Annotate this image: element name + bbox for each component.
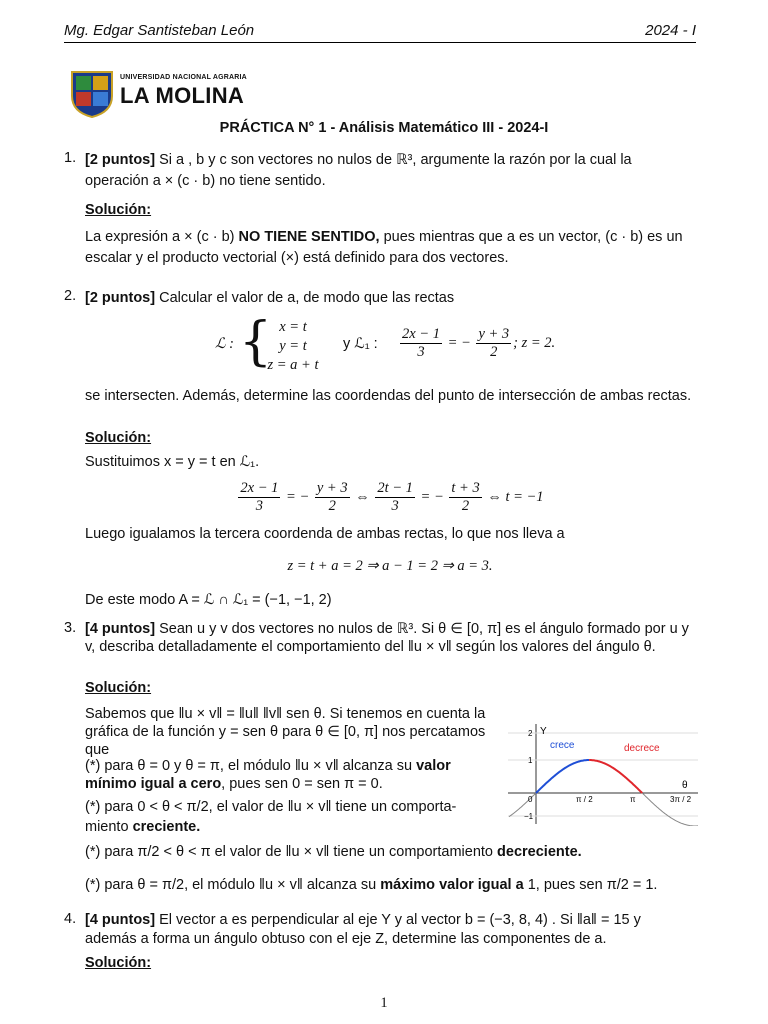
q1-solution-label: Solución: <box>85 202 152 218</box>
tick-y-1: 1 <box>528 756 533 765</box>
university-logo <box>70 70 260 118</box>
author: Mg. Edgar Santisteban León <box>64 22 255 39</box>
page-title: PRÁCTICA N° 1 - Análisis Matemático III - 2024-I <box>219 120 549 136</box>
y-axis-label: Y <box>540 726 547 737</box>
q4-statement: [4 puntos] El vector a es perpendicular al eje Y y al vector b = (−3, 8, 4) . Si ‖a‖ = 15 y además a forma un ángulo obtuso con el eje Z, determine las componentes de a. <box>85 912 641 947</box>
q2-statement-cont: se intersecten. Además, determine las coordendas del punto de intersección de ambas rectas. <box>85 388 692 404</box>
q2-lines: ℒ : { x = t y = t z = a + t y ℒ₁ : $\frac{2x - 1}{3}$ = − $\frac{y + 3}{2}$ ; z = 2. <box>215 312 556 373</box>
q2-sol-step4: De este modo A = ℒ ∩ ℒ₁ = (−1, −1, 2) <box>85 592 332 608</box>
sine-curve-decreasing <box>589 760 642 793</box>
q2-number: 2. <box>64 288 77 304</box>
theta-axis-label: θ <box>682 780 688 791</box>
sine-graph <box>508 720 698 826</box>
tick-y-0: 2 <box>528 729 533 738</box>
university-name: UNIVERSIDAD NACIONAL AGRARIA <box>120 74 247 81</box>
q2-sol-step1: Sustituimos x = y = t en ℒ₁. <box>85 454 260 470</box>
q1-number: 1. <box>64 150 77 166</box>
q3-number: 3. <box>64 620 77 636</box>
q3-sol-p5: (*) para θ = π/2, el módulo ‖u × v‖ alcanza su máximo valor igual a 1, pues sen π/2 = 1. <box>85 877 658 893</box>
shield-icon <box>70 70 114 118</box>
q1-statement: [2 puntos] Si a , b y c son vectores no nulos de ℝ³, argumente la razón por la cual la operación a × (c · b) no tiene sentido. <box>85 152 632 189</box>
q3-sol-p4: (*) para π/2 < θ < π el valor de ‖u × v‖ tiene un comportamiento decreciente. <box>85 844 582 860</box>
tick-x-1: π / 2 <box>576 795 593 804</box>
q3-statement: [4 puntos] Sean u y v dos vectores no nulos de ℝ³. Si θ ∈ [0, π] es el ángulo formado por u y v, describa detalladamente el comportamiento del ‖u × v‖ según los valores del ángulo θ. <box>85 621 689 655</box>
q2-sol-step2: Luego igualamos la tercera coordenda de ambas rectas, lo que nos lleva a <box>85 526 565 542</box>
decrece-label: decrece <box>624 743 660 754</box>
tick-x-3: 3π / 2 <box>670 795 692 804</box>
q3-sol-p3: (*) para 0 < θ < π/2, el valor de ‖u × v‖ tiene un comporta- miento creciente. <box>85 799 457 835</box>
q2-equation: $\frac{2x - 1}{3}$ = − $\frac{y + 3}{2}$ ⇔ $\frac{2t - 1}{3}$ = − $\frac{t + 3}{2}$ ⇔ t = −1 <box>240 480 544 514</box>
crece-label: crece <box>550 740 575 751</box>
q3-sol-p1: Sabemos que ‖u × v‖ = ‖u‖ ‖v‖ sen θ. Si tenemos en cuenta la gráfica de la función y = sen θ para θ ∈ [0, π] nos percatamos que <box>85 706 486 758</box>
page-header <box>64 22 696 43</box>
university-short-name: LA MOLINA <box>120 83 245 108</box>
page-number: 1 <box>380 995 388 1011</box>
q2-sol-step3: z = t + a = 2 ⇒ a − 1 = 2 ⇒ a = 3. <box>287 558 493 574</box>
q2-solution-label: Solución: <box>85 430 152 446</box>
tick-x-2: π <box>630 795 636 804</box>
q4-number: 4. <box>64 911 77 927</box>
q3-sol-p2: (*) para θ = 0 y θ = π, el módulo ‖u × v‖ alcanza su valor mínimo igual a cero, pues sen 0 = sen π = 0. <box>85 758 451 792</box>
q2-statement: [2 puntos] Calcular el valor de a, de modo que las rectas <box>85 290 455 306</box>
q3-solution-label: Solución: <box>85 680 152 696</box>
sine-curve-increasing <box>536 760 589 793</box>
term: 2024 - I <box>645 22 696 39</box>
q4-solution-label: Solución: <box>85 955 152 971</box>
tick-x-0: 0 <box>528 795 533 804</box>
q1-solution: La expresión a × (c · b) NO TIENE SENTIDO, pues mientras que a es un vector, (c · b) es un escalar y el producto vectorial (×) está definido para dos vectores. <box>85 229 683 266</box>
tick-y-2: −1 <box>524 812 534 821</box>
